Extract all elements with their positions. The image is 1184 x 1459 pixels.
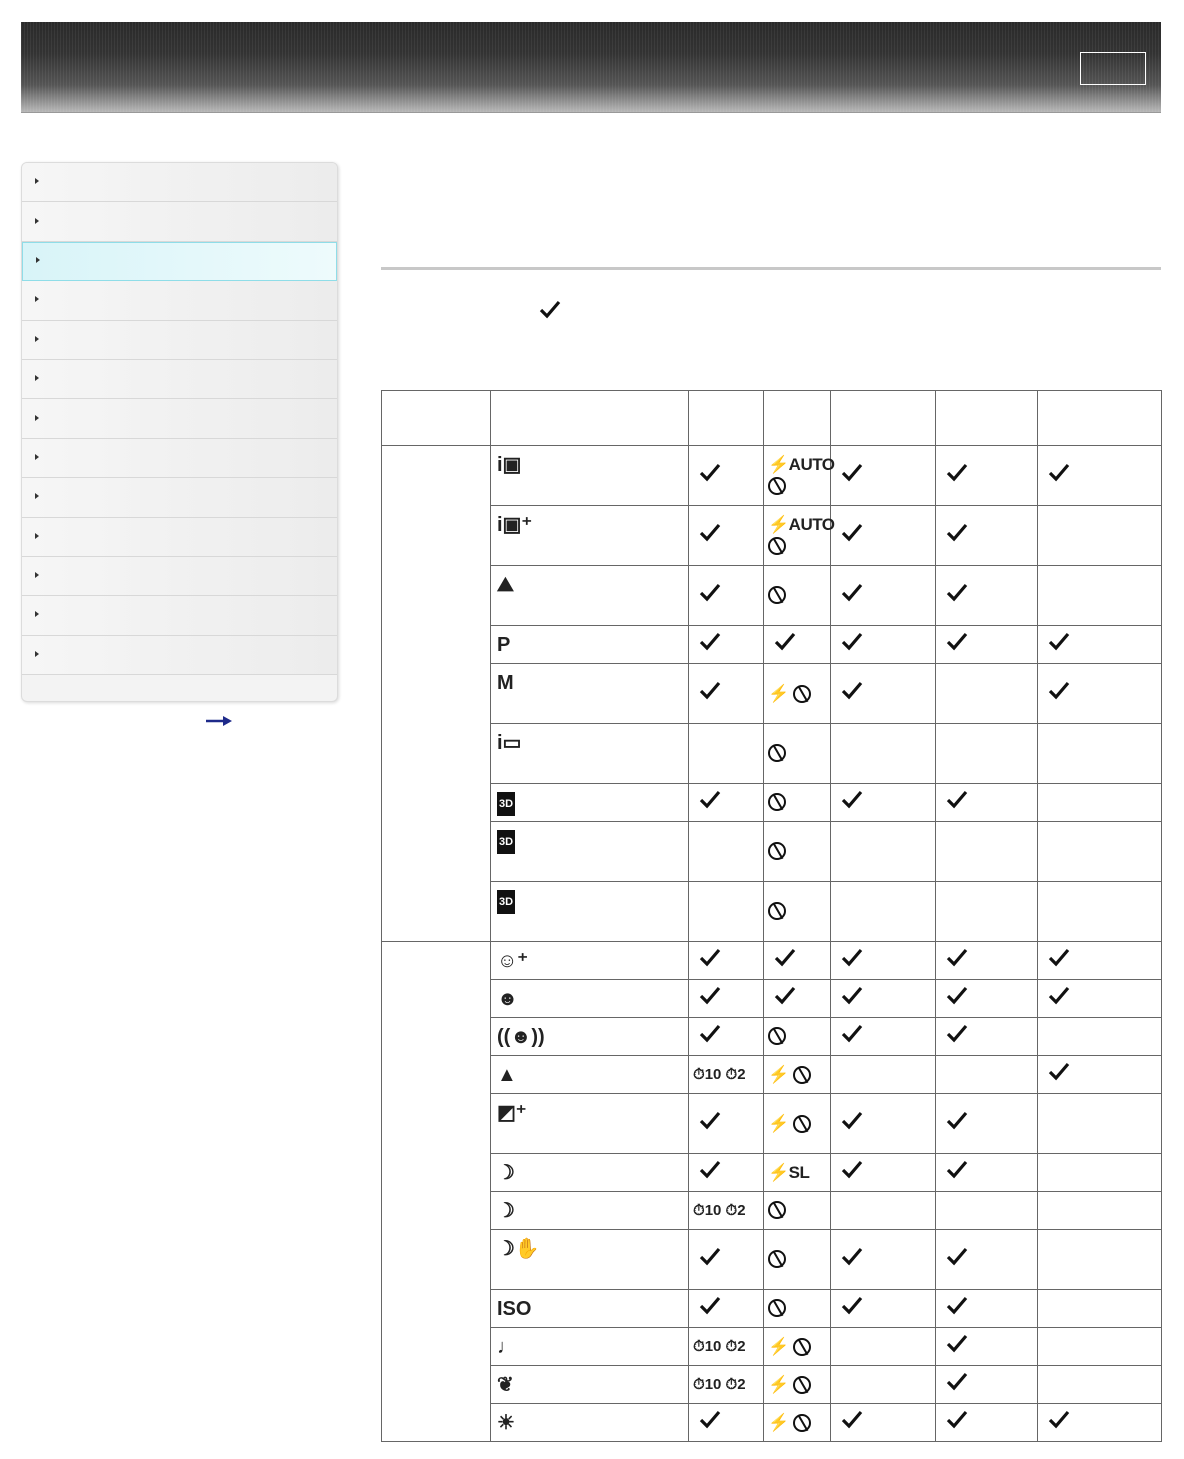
flash-off-icon (768, 902, 786, 920)
header-button[interactable] (1080, 52, 1146, 85)
table-row (382, 1192, 1162, 1230)
check-icon (697, 630, 723, 654)
sidebar-item-3[interactable] (22, 242, 337, 281)
feature-cell (1038, 942, 1162, 980)
feature-cell (831, 506, 936, 566)
night-scene-mode-icon: ☽ (497, 1200, 515, 1222)
check-icon (772, 946, 798, 970)
feature-cell (1038, 1230, 1162, 1290)
scene-auto-mode-icon: ⛰ (497, 574, 514, 596)
check-icon (1046, 984, 1072, 1008)
feature-cell (689, 1290, 764, 1328)
flash-off-icon (768, 744, 786, 762)
feature-cell (1038, 1056, 1162, 1094)
feature-cell (936, 1056, 1038, 1094)
flash-icon: ⚡ (768, 1336, 789, 1356)
check-icon (944, 461, 970, 485)
feature-cell (936, 664, 1038, 724)
mode-cell (491, 506, 689, 566)
feature-cell (689, 1328, 764, 1366)
mode-cell (491, 822, 689, 882)
feature-cell (831, 566, 936, 626)
flash-off-icon (793, 685, 811, 703)
sidebar-item-2[interactable] (22, 202, 337, 241)
header-cell (491, 391, 689, 446)
triangle-right-icon (35, 651, 39, 657)
table-row (382, 822, 1162, 882)
feature-cell (831, 626, 936, 664)
feature-cell (689, 1018, 764, 1056)
table-row (382, 566, 1162, 626)
check-icon (697, 946, 723, 970)
check-icon (944, 946, 970, 970)
check-icon (1046, 630, 1072, 654)
self-timer-icons: ⏱10 ⏱2 (693, 1065, 746, 1083)
header-banner (21, 22, 1161, 113)
feature-cell (689, 664, 764, 724)
flash-auto-label: ⚡AUTO (768, 455, 835, 475)
mode-cell (491, 446, 689, 506)
feature-cell (764, 724, 831, 784)
check-icon (944, 1294, 970, 1318)
feature-cell (1038, 1366, 1162, 1404)
feature-cell (1038, 1290, 1162, 1328)
check-icon (944, 581, 970, 605)
feature-cell (831, 1366, 936, 1404)
sidebar-item-6[interactable] (22, 360, 337, 399)
feature-cell (689, 1192, 764, 1230)
mode-cell (491, 1230, 689, 1290)
feature-cell (831, 1192, 936, 1230)
check-icon (1046, 461, 1072, 485)
header-cell (831, 391, 936, 446)
sidebar-item-1[interactable] (22, 163, 337, 202)
table-row (382, 1404, 1162, 1442)
flash-off-icon (793, 1338, 811, 1356)
table-row (382, 664, 1162, 724)
triangle-right-icon (35, 218, 39, 224)
feature-cell (764, 980, 831, 1018)
mode-cell (491, 1404, 689, 1442)
feature-cell (764, 446, 835, 506)
table-row (382, 980, 1162, 1018)
mode-cell (491, 1056, 689, 1094)
check-icon (944, 1022, 970, 1046)
mode-cell (491, 1018, 689, 1056)
feature-cell (831, 784, 936, 822)
header-cell (1038, 391, 1162, 446)
check-icon (1046, 1060, 1072, 1084)
beach-mode-icon: ☀ (497, 1412, 515, 1434)
high-sensitivity-mode-icon: ISO (497, 1298, 532, 1320)
feature-cell (936, 566, 1038, 626)
feature-cell (1038, 446, 1162, 506)
mode-cell (491, 724, 689, 784)
table-row (382, 1094, 1162, 1154)
check-icon (1046, 679, 1072, 703)
feature-cell (689, 784, 764, 822)
check-icon (944, 1158, 970, 1182)
flash-icon: ⚡ (768, 1113, 789, 1133)
feature-cell (936, 942, 1038, 980)
triangle-right-icon (35, 178, 39, 184)
check-icon (839, 946, 865, 970)
p-mode-icon: P (497, 634, 511, 656)
3d-pano-mode-icon: 3D (497, 830, 515, 854)
flash-off-icon (793, 1376, 811, 1394)
3d-still-mode-icon: 3D (497, 792, 515, 816)
triangle-right-icon (35, 533, 39, 539)
feature-cell (936, 724, 1038, 784)
section-divider (381, 267, 1161, 270)
feature-cell (1038, 566, 1162, 626)
table-row (382, 1018, 1162, 1056)
feature-cell (689, 942, 764, 980)
feature-cell (764, 822, 831, 882)
feature-cell (936, 1154, 1038, 1192)
mode-cell (491, 1094, 689, 1154)
table-row (382, 1366, 1162, 1404)
feature-cell (831, 446, 936, 506)
flash-icon: ⚡ (768, 1412, 789, 1432)
feature-cell (1038, 822, 1162, 882)
feature-cell (1038, 626, 1162, 664)
mode-cell (491, 784, 689, 822)
check-icon (839, 1408, 865, 1432)
check-icon (772, 984, 798, 1008)
header-cell (689, 391, 764, 446)
feature-cell (764, 1290, 831, 1328)
check-icon (839, 679, 865, 703)
feature-cell (831, 1018, 936, 1056)
feature-cell (764, 1192, 831, 1230)
feature-cell (936, 626, 1038, 664)
flash-off-icon (793, 1414, 811, 1432)
handheld-twilight-mode-icon: ☽✋ (497, 1238, 540, 1260)
check-icon (839, 461, 865, 485)
feature-cell (1038, 882, 1162, 942)
triangle-right-icon (35, 336, 39, 342)
sidebar-item-7[interactable] (22, 399, 337, 438)
self-timer-icons: ⏱10 ⏱2 (693, 1375, 746, 1393)
i-pano-mode-icon: i▭ (497, 732, 522, 754)
flash-icon: ⚡ (768, 1374, 789, 1394)
feature-cell (764, 1366, 831, 1404)
triangle-right-icon (36, 257, 40, 263)
feature-cell (764, 566, 831, 626)
flash-icon: ⚡ (768, 683, 789, 703)
check-icon (697, 1245, 723, 1269)
feature-cell (936, 1094, 1038, 1154)
io-mode-icon: i▣ (497, 454, 522, 476)
feature-cell (831, 1154, 936, 1192)
feature-cell (936, 1018, 1038, 1056)
feature-cell (1038, 1192, 1162, 1230)
feature-cell (831, 1290, 936, 1328)
feature-cell (689, 1094, 764, 1154)
flash-off-icon (768, 1201, 786, 1219)
check-icon (1046, 946, 1072, 970)
flash-slow-sync-label: ⚡SL (768, 1162, 810, 1182)
arrow-right-icon[interactable] (205, 715, 233, 727)
triangle-right-icon (35, 375, 39, 381)
table-row (382, 942, 1162, 980)
feature-cell (1038, 1018, 1162, 1056)
feature-cell (831, 822, 936, 882)
check-icon (944, 788, 970, 812)
feature-cell (764, 664, 831, 724)
sidebar-item-12[interactable] (22, 596, 337, 635)
feature-cell (1038, 506, 1162, 566)
sidebar-item-4[interactable] (22, 281, 337, 320)
sidebar-item-11[interactable] (22, 557, 337, 596)
feature-cell (831, 1230, 936, 1290)
feature-cell (936, 784, 1038, 822)
check-icon (697, 1109, 723, 1133)
check-icon (944, 1332, 970, 1356)
feature-cell (936, 1230, 1038, 1290)
feature-cell (1038, 1154, 1162, 1192)
soft-snap-mode-icon: ☻ (497, 988, 519, 1010)
table-row (382, 1154, 1162, 1192)
table-row (382, 1056, 1162, 1094)
triangle-right-icon (35, 296, 39, 302)
check-icon (839, 788, 865, 812)
feature-cell (831, 980, 936, 1018)
mode-cell (491, 882, 689, 942)
feature-cell (764, 942, 831, 980)
sidebar-item-8[interactable] (22, 439, 337, 478)
feature-cell (689, 506, 764, 566)
category-cell (382, 446, 491, 942)
feature-cell (689, 1404, 764, 1442)
feature-cell (1038, 664, 1162, 724)
check-icon (944, 1408, 970, 1432)
mode-cell (491, 980, 689, 1018)
feature-cell (764, 1154, 831, 1192)
feature-cell (689, 1056, 764, 1094)
check-icon (1046, 1408, 1072, 1432)
mode-cell (491, 1154, 689, 1192)
check-icon (697, 679, 723, 703)
feature-cell (1038, 1328, 1162, 1366)
table-row (382, 1328, 1162, 1366)
feature-cell (764, 626, 831, 664)
pet-mode-icon: ❦ (497, 1374, 514, 1396)
check-icon (839, 1294, 865, 1318)
self-timer-icons: ⏱10 ⏱2 (693, 1337, 746, 1355)
sidebar-item-13[interactable] (22, 636, 337, 675)
mode-cell (491, 566, 689, 626)
triangle-right-icon (35, 415, 39, 421)
check-icon (839, 1158, 865, 1182)
table-row (382, 724, 1162, 784)
mode-cell (491, 942, 689, 980)
triangle-right-icon (35, 493, 39, 499)
check-icon (944, 984, 970, 1008)
check-icon (839, 581, 865, 605)
header-cell (936, 391, 1038, 446)
flash-auto-label: ⚡AUTO (768, 515, 835, 535)
feature-cell (1038, 1094, 1162, 1154)
feature-cell (936, 506, 1038, 566)
check-icon (944, 1245, 970, 1269)
check-icon (839, 984, 865, 1008)
check-icon (839, 1022, 865, 1046)
check-icon (697, 1022, 723, 1046)
check-icon (839, 1109, 865, 1133)
check-icon (697, 461, 723, 485)
feature-cell (689, 566, 764, 626)
feature-cell (936, 1366, 1038, 1404)
feature-cell (689, 446, 764, 506)
feature-cell (936, 446, 1038, 506)
flash-icon: ⚡ (768, 1064, 789, 1084)
check-icon (944, 1109, 970, 1133)
check-icon (697, 1158, 723, 1182)
triangle-right-icon (35, 454, 39, 460)
check-icon (697, 581, 723, 605)
mode-cell (491, 1192, 689, 1230)
feature-cell (936, 980, 1038, 1018)
table-row (382, 784, 1162, 822)
feature-cell (936, 1328, 1038, 1366)
feature-cell (1038, 724, 1162, 784)
table-row (382, 626, 1162, 664)
feature-cell (831, 724, 936, 784)
sidebar-item-10[interactable] (22, 518, 337, 557)
flash-off-icon (768, 1027, 786, 1045)
feature-cell (831, 1056, 936, 1094)
feature-cell (689, 1366, 764, 1404)
flash-off-icon (768, 1299, 786, 1317)
table-row (382, 446, 1162, 506)
mode-cell (491, 664, 689, 724)
3d-multi-mode-icon: 3D (497, 890, 515, 914)
backlight-mode-icon: ◩⁺ (497, 1102, 527, 1124)
check-icon (944, 630, 970, 654)
check-icon (839, 630, 865, 654)
mode-cell (491, 1366, 689, 1404)
feature-cell (764, 1328, 831, 1366)
feature-cell (689, 1154, 764, 1192)
landscape-mode-icon: ▲ (497, 1064, 517, 1086)
table-header-row (382, 391, 1162, 446)
feature-cell (764, 1094, 831, 1154)
table-row (382, 506, 1162, 566)
mode-cell (491, 626, 689, 664)
triangle-right-icon (35, 611, 39, 617)
self-timer-icons: ⏱10 ⏱2 (693, 1201, 746, 1219)
feature-cell (764, 1056, 831, 1094)
feature-cell (689, 1230, 764, 1290)
io--mode-icon: i▣⁺ (497, 514, 533, 536)
flash-off-icon (768, 793, 786, 811)
check-icon (697, 1408, 723, 1432)
check-icon (839, 1245, 865, 1269)
feature-cell (689, 626, 764, 664)
check-icon (697, 984, 723, 1008)
flash-off-icon (768, 842, 786, 860)
soft-skin-mode-icon: ☺⁺ (497, 950, 528, 972)
check-icon (944, 1370, 970, 1394)
feature-cell (689, 724, 764, 784)
flash-off-icon (768, 586, 786, 604)
feature-cell (764, 784, 831, 822)
check-icon (697, 1294, 723, 1318)
feature-cell (831, 1094, 936, 1154)
header-cell (382, 391, 491, 446)
check-icon (944, 521, 970, 545)
flash-off-icon (793, 1115, 811, 1133)
feature-cell (936, 1404, 1038, 1442)
feature-cell (764, 1404, 831, 1442)
feature-cell (936, 822, 1038, 882)
sidebar-nav (21, 162, 338, 702)
feature-cell (764, 506, 835, 566)
flash-off-icon (768, 537, 786, 555)
table-row (382, 1230, 1162, 1290)
check-icon (772, 630, 798, 654)
flash-off-icon (768, 1250, 786, 1268)
feature-cell (831, 1328, 936, 1366)
feature-cell (831, 882, 936, 942)
feature-table (381, 390, 1162, 1442)
feature-cell (689, 882, 764, 942)
category-cell (382, 942, 491, 1442)
gourmet-mode-icon: ♩ (497, 1336, 517, 1358)
feature-cell (689, 822, 764, 882)
check-icon (839, 521, 865, 545)
feature-cell (689, 980, 764, 1018)
feature-cell (764, 1230, 831, 1290)
night-portrait-mode-icon: ☽ (497, 1162, 515, 1184)
triangle-right-icon (35, 572, 39, 578)
table-row (382, 1290, 1162, 1328)
feature-cell (1038, 1404, 1162, 1442)
feature-cell (936, 882, 1038, 942)
sidebar-item-5[interactable] (22, 321, 337, 360)
m-mode-icon: M (497, 672, 514, 694)
check-icon (697, 521, 723, 545)
feature-cell (764, 882, 831, 942)
anti-blur-mode-icon: ((☻)) (497, 1026, 545, 1048)
feature-cell (831, 1404, 936, 1442)
mode-cell (491, 1328, 689, 1366)
check-icon (697, 788, 723, 812)
feature-cell (831, 664, 936, 724)
flash-off-icon (768, 477, 786, 495)
sidebar-item-9[interactable] (22, 478, 337, 517)
header-cell (764, 391, 831, 446)
flash-off-icon (793, 1066, 811, 1084)
feature-cell (1038, 980, 1162, 1018)
feature-cell (764, 1018, 831, 1056)
feature-cell (936, 1192, 1038, 1230)
feature-cell (1038, 784, 1162, 822)
mode-cell (491, 1290, 689, 1328)
feature-cell (831, 942, 936, 980)
feature-cell (936, 1290, 1038, 1328)
table-row (382, 882, 1162, 942)
check-icon (538, 298, 562, 322)
